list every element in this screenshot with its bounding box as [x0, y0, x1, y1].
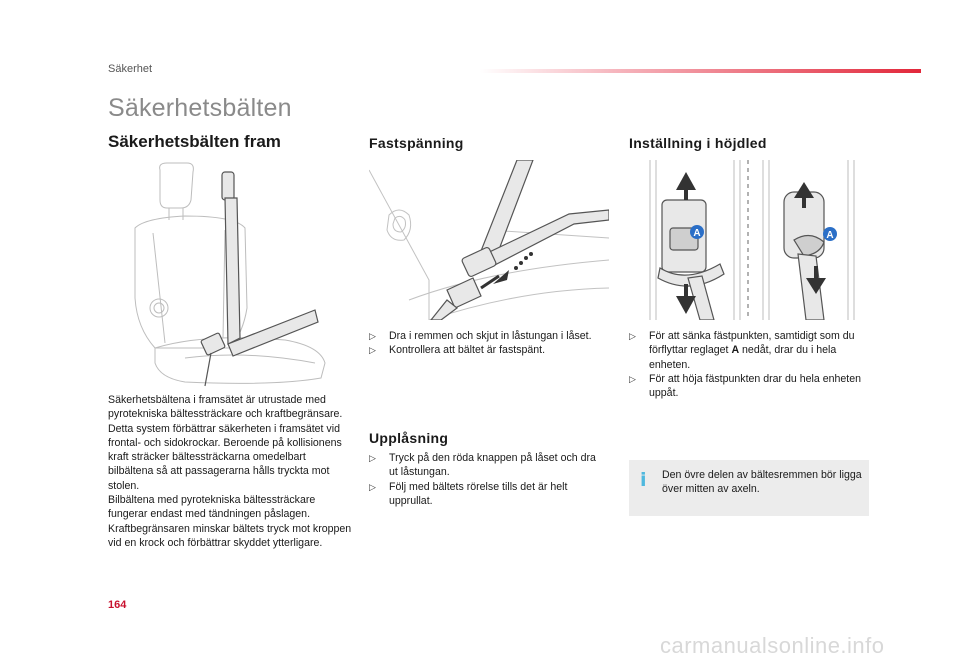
bullet-arrow-icon: ▷ [629, 373, 636, 384]
bullet-arrow-icon: ▷ [369, 345, 376, 356]
section-label: Säkerhet [108, 63, 153, 75]
marker-a-right: A [826, 230, 834, 241]
step-text: Följ med bältets rörelse tills det är helt upprullat. [389, 480, 568, 507]
bullet-arrow-icon: ▷ [369, 453, 376, 463]
height-adjust-heading: Inställning i höjdled [629, 135, 767, 151]
buckle-illustration [369, 160, 609, 320]
bullet-arrow-icon: ▷ [369, 481, 376, 492]
step-text: Dra i remmen och skjut in låstungan i låset. [389, 330, 592, 342]
info-note [629, 460, 869, 516]
height-adjust-illustration [648, 160, 870, 320]
height-adjust-steps [629, 329, 874, 400]
unlocking-steps [369, 451, 604, 508]
marker-a-left: A [693, 228, 701, 239]
paragraph-4: Kraftbegränsaren minskar bältets tryck mot kroppen vid en krock och förbättrar skyddet ytterligare. [108, 522, 352, 549]
list-item [629, 329, 874, 372]
step-text: För att sänka fästpunkten, samtidigt som du förflyttar reglaget A nedåt, drar du i hela enheten. [649, 330, 855, 371]
fastening-steps [369, 329, 614, 358]
unlocking-heading: Upplåsning [369, 430, 449, 446]
page-title: Säkerhetsbälten [108, 94, 292, 122]
paragraph-2: Detta system förbättrar säkerheten i framsätet vid frontal- och sidokrockar. Beroende på kollisionens kraft sträcker bältessträckarna omedelbart bilbältena så att passagerarna hålls tryckta mot stolen. [108, 422, 342, 492]
paragraph-1: Säkerhetsbältena i framsätet är utrustade med pyrotekniska bältessträckare och kraftbegränsare. [108, 394, 343, 421]
list-item [369, 480, 604, 509]
step-text: Kontrollera att bältet är fastspänt. [389, 344, 546, 357]
list-item [629, 372, 874, 401]
header-rule [480, 69, 921, 73]
paragraph-3: Bilbältena med pyrotekniska bältessträckare fungerar endast med tändningen påslagen. [108, 494, 316, 521]
front-belts-text [108, 393, 353, 550]
bullet-arrow-icon: ▷ [369, 331, 376, 341]
seat-belt-illustration [125, 158, 335, 390]
info-icon: i [640, 469, 647, 491]
step-text: För att höja fästpunkten drar du hela enheten uppåt. [649, 372, 862, 400]
bullet-arrow-icon: ▷ [629, 331, 636, 341]
fastening-heading: Fastspänning [369, 135, 464, 151]
list-item [369, 451, 604, 480]
list-item [369, 343, 614, 357]
watermark: carmanualsonline.info [660, 633, 885, 658]
page-number: 164 [108, 599, 127, 611]
front-belts-heading: Säkerhetsbälten fram [108, 132, 281, 151]
info-text: Den övre delen av bältesremmen bör ligga över mitten av axeln. [662, 469, 862, 496]
step-text: Tryck på den röda knappen på låset och dra ut låstungan. [389, 452, 596, 479]
list-item [369, 329, 614, 343]
